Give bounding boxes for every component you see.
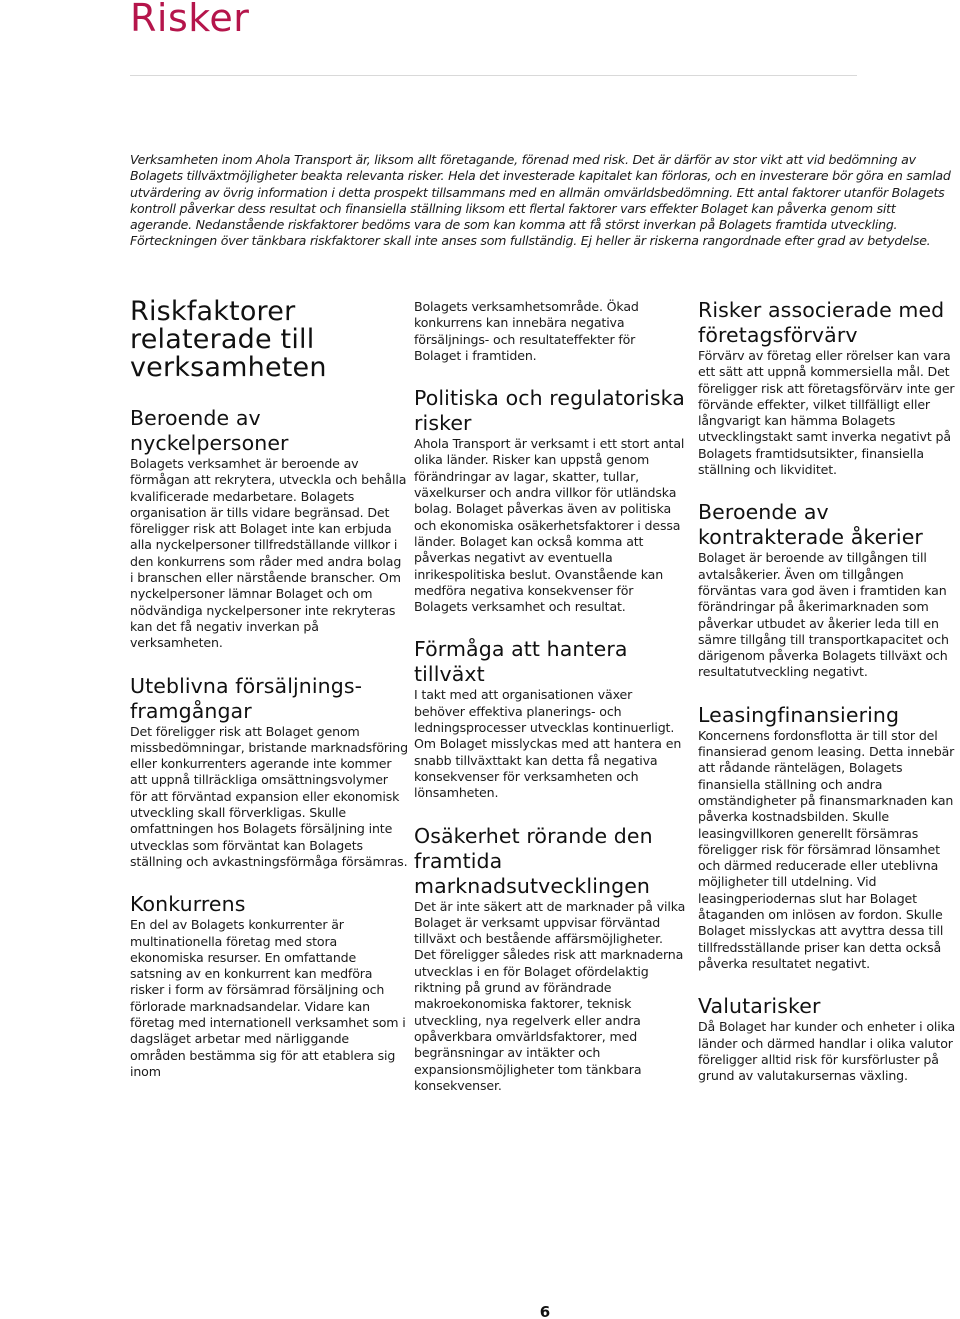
section-body: I takt med att organisationen växer behöver effektiva planerings- och ledningsprocesser utvecklas kontinuerligt. Om Bolaget misslyckas med att hantera en snabb tillväxttakt kan detta få negativa konsekvenser för verksamheten och lönsamheten. xyxy=(414,687,682,801)
section-body: Förvärv av företag eller rörelser kan vara ett sätt att uppnå kommersiella mål. Det föreligger risk att företagsförvärv inte ger förvände effekter, vilket tillfälligt eller långvarigt kan hämma Bolagets utvecklingstakt samt inverka negativt på Bolagets framtidsutsikter, finansiella ställning och likviditet. xyxy=(698,348,955,478)
main-heading: Riskfaktorer relaterade till verksamheten xyxy=(130,296,327,383)
page-title: Risker xyxy=(130,0,250,40)
section-body: Bolagets verksamhet är beroende av förmågan att rekrytera, utveckla och behålla kvalificerade medarbetare. Bolagets organisation är tills vidare begränsad. Det föreligger risk att Bolaget inte kan erbjuda alla nyckelpersoner tillfredställande villkor i den konkurrens som råder med andra bolag i branschen eller närstående branscher. Om nyckelpersoner lämnar Bolaget och om nödvändiga nyckelpersoner inte rekryteras kan det få negativ inverkan på verksamheten. xyxy=(130,456,407,651)
section-heading: Osäkerhet rörande den framtida marknadsutvecklingen xyxy=(414,823,653,898)
section-competition xyxy=(130,892,408,1080)
section-market-uncertainty xyxy=(414,824,686,1095)
section-heading: Beroende av kontrakterade åkerier xyxy=(698,500,923,550)
section-heading: Risker associerade med företagsförvärv xyxy=(698,298,945,347)
section-contracted-haulers xyxy=(698,500,960,680)
section-leasing xyxy=(698,703,960,972)
section-body: Koncernens fordonsflotta är till stor del finansierad genom leasing. Detta innebär att rådande räntelägen, Bolagets finansiella ställning och andra omständigheter på finansmarknaden kan påverka kostnadsbilden. Skulle leasingvillkoren generellt försämras föreligger risk för försämrad lönsamhet och därmed reducerade eller uteblivna möjligheter till utdelning. Vid leasingperiodernas slut har Bolaget åtaganden om inlösen av fordon. Skulle Bolaget misslyckas att avyttra dessa till tillfredsställande priser kan detta också påverka resultatet negativt. xyxy=(698,727,955,971)
section-body: Ahola Transport är verksamt i ett stort antal olika länder. Risker kan uppstå genom förändringar av lagar, skatter, tullar, växelkurser och andra villkor för utländska bolag. Bolaget påverkas även av politiska och ekonomiska osäkerhetsfaktorer i dessa länder. Bolaget kan också komma att påverkas negativt av eventuella inrikespolitiska beslut. Ovanstående kan medföra negativa konsekvenser för Bolagets verksamhet och resultat. xyxy=(414,436,685,615)
section-acquisitions xyxy=(698,298,960,478)
intro-paragraph: Verksamheten inom Ahola Transport är, liksom allt företagande, förenad med risk. Det är därför av stor vikt att vid bedömning av Bolagets tillväxtmöjligheter beakta relevanta risker. Hela det investerade kapitalet kan förloras, och en investerare bör göra en samlad utvärdering av övrig information i detta prospekt tillsammans med en allmän omvärldsbedömning. Ett antal faktorer utanför Bolagets kontroll påverkar dess resultat och finansiella ställning liksom ett flertal faktorer vars effekter Bolaget kan påverka genom sitt agerande. Nedanstående riskfaktorer bedöms vara de som kan komma att få störst inverkan på Bolagets framtida utveckling. Förteckningen över tänkbara riskfaktorer skall inte anses som fullständig. Ej heller är riskerna rangordnade efter grad av betydelse. xyxy=(130,152,951,249)
column-2 xyxy=(414,299,686,1116)
title-divider xyxy=(130,75,857,76)
section-currency-risks xyxy=(698,994,960,1084)
section-key-personnel xyxy=(130,406,408,652)
section-growth xyxy=(414,637,686,801)
section-heading: Uteblivna försäljnings-framgångar xyxy=(130,673,363,723)
section-heading: Leasingfinansiering xyxy=(698,702,900,727)
page-number: 6 xyxy=(539,1303,551,1319)
section-sales-success xyxy=(130,674,408,871)
section-body: Bolaget är beroende av tillgången till avtalsåkerier. Även om tillgången förväntas vara god även i framtiden kan förändringar på åkerimarknaden som påverkar utbudet av åkerier leda till en sämre tillgång till transportkapacitet och därigenom påverka Bolagets tillväxt och resultatutveckling negativt. xyxy=(698,550,949,680)
section-body: Det föreligger risk att Bolaget genom missbedömningar, bristande marknadsföring eller konkurrenters agerande inte kommer att uppnå tillräckliga omsättningsvolymer för att förväntad expansion eller ekonomisk utveckling skall förverkligas. Skulle omfattningen hos Bolagets försäljning inte utvecklas som förväntat kan Bolagets ställning och avkastningsförmåga försämras. xyxy=(130,723,408,869)
section-body: Då Bolaget har kunder och enheter i olika länder och därmed handlar i olika valutor föreligger alltid risk för kursförluster på grund av valutakursernas växling. xyxy=(698,1019,956,1084)
continuation-text: Bolagets verksamhetsområde. Ökad konkurrens kan innebära negativa försäljnings- och resultateffekter för Bolaget i framtiden. xyxy=(414,299,639,363)
column-1 xyxy=(130,298,408,1102)
section-heading: Förmåga att hantera tillväxt xyxy=(414,637,628,687)
section-heading: Politiska och regulatoriska risker xyxy=(414,386,685,436)
section-body: Det är inte säkert att de marknader på vilka Bolaget är verksamt uppvisar förväntad tillväxt och bestående affärsmöjligheter. Det föreligger således risk att marknaderna utvecklas i en för Bolaget ofördelaktig riktning på grund av förändrade makroekonomiska faktorer, teknisk utveckling, nya regelverk eller andra opåverkbara omvärldsfaktorer, med begränsningar av intäkter och expansionsmöjligheter tom tänkbara konsekvenser. xyxy=(414,898,686,1093)
section-body: En del av Bolagets konkurrenter är multinationella företag med stora ekonomiska resurser. En omfattande satsning av en konkurrent kan medföra risker i form av försämrad försäljning och förlorade marknadsandelar. Vidare kan företag med internationell verksamhet som i dagsläget arbetar med närliggande områden bestämma sig för att etablera sig inom xyxy=(130,917,406,1079)
section-heading: Valutarisker xyxy=(698,994,821,1019)
section-heading: Konkurrens xyxy=(130,892,246,917)
column-3 xyxy=(698,298,960,1106)
section-continuation xyxy=(414,299,686,364)
section-political-risks xyxy=(414,386,686,615)
section-heading: Beroende av nyckelpersoner xyxy=(130,406,289,455)
